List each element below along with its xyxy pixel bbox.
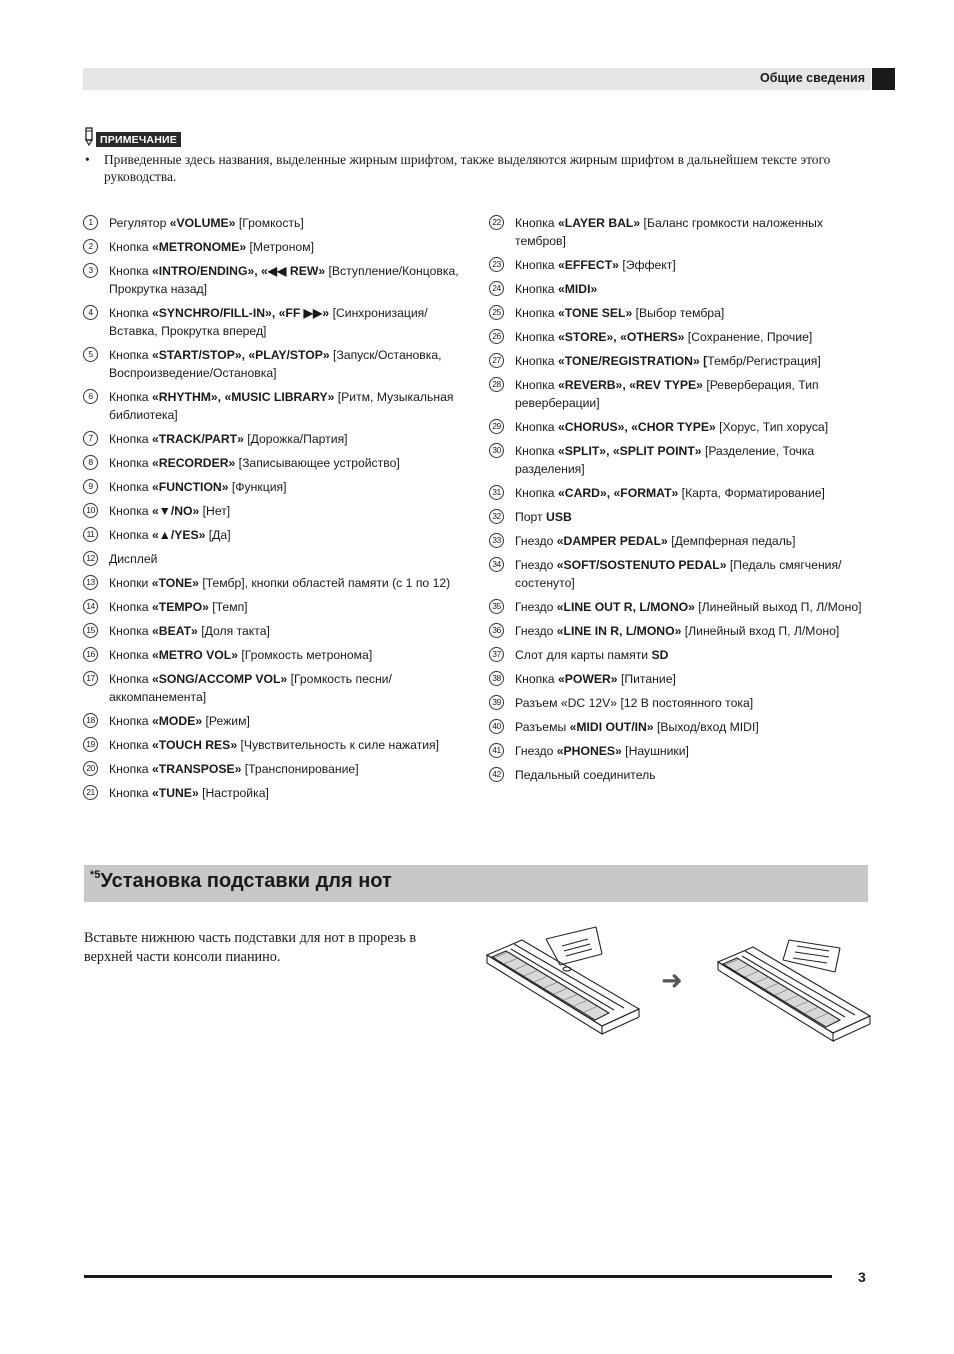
note-body — [85, 152, 874, 185]
list-item — [83, 304, 463, 340]
parts-list-left — [83, 214, 463, 808]
item-control-name: «EFFECT» — [557, 258, 619, 272]
item-prefix: Кнопка — [515, 672, 558, 686]
list-item — [489, 280, 869, 298]
item-number-badge: 41 — [489, 743, 504, 758]
item-description: [Темп] — [208, 600, 248, 614]
item-number-badge: 8 — [83, 455, 98, 470]
note-bullet: • — [85, 152, 90, 167]
item-control-name: «METRONOME» — [151, 240, 247, 254]
item-description: [Реверберация, Тип реверберации] — [515, 378, 819, 410]
note-badge: ПРИМЕЧАНИЕ — [96, 132, 181, 147]
item-description: [Выбор тембра] — [632, 306, 725, 320]
list-item — [83, 502, 463, 520]
item-number-badge: 19 — [83, 737, 98, 752]
list-item — [83, 454, 463, 472]
item-description: [Нет] — [199, 504, 231, 518]
section-title: Установка подставки для нот — [100, 870, 392, 892]
item-description: [Эффект] — [618, 258, 676, 272]
item-control-name: «REVERB», «REV TYPE» — [557, 378, 703, 392]
item-description: [Педаль смягчения/состенуто] — [515, 558, 842, 590]
note-label — [83, 127, 181, 151]
list-item — [83, 736, 463, 754]
section-footnote-mark: *5 — [90, 869, 101, 881]
item-prefix: Педальный соединитель — [515, 768, 656, 782]
item-prefix: Регулятор — [109, 216, 170, 230]
item-prefix: Кнопка — [515, 258, 558, 272]
item-control-name: «TEMPO» — [151, 600, 209, 614]
item-prefix: Кнопка — [109, 528, 152, 542]
item-control-name: «POWER» — [557, 672, 618, 686]
list-item — [83, 550, 463, 568]
list-item — [83, 526, 463, 544]
item-description: [Сохранение, Прочие] — [684, 330, 813, 344]
item-prefix: Кнопка — [109, 624, 152, 638]
item-number-badge: 2 — [83, 239, 98, 254]
item-prefix: Кнопка — [109, 264, 152, 278]
item-description: [Демпферная педаль] — [667, 534, 796, 548]
list-item — [489, 214, 869, 250]
item-control-name: USB — [546, 510, 572, 524]
item-prefix: Гнездо — [515, 624, 557, 638]
item-control-name: «STORE», «OTHERS» — [557, 330, 685, 344]
item-prefix: Кнопка — [515, 282, 558, 296]
item-number-badge: 7 — [83, 431, 98, 446]
item-number-badge: 42 — [489, 767, 504, 782]
item-prefix: Разъемы — [515, 720, 570, 734]
list-item — [489, 376, 869, 412]
list-item — [489, 484, 869, 502]
item-number-badge: 36 — [489, 623, 504, 638]
item-number-badge: 10 — [83, 503, 98, 518]
item-prefix: Кнопка — [515, 354, 558, 368]
list-item — [83, 388, 463, 424]
parts-list-right — [489, 214, 869, 790]
keyboard-after-illustration — [715, 938, 875, 1042]
item-description: [Линейный выход П, Л/Моно] — [694, 600, 862, 614]
item-description: [Функция] — [228, 480, 287, 494]
item-prefix: Кнопка — [109, 456, 152, 470]
list-item — [489, 442, 869, 478]
item-description: [Чувствительность к силе нажатия] — [237, 738, 440, 752]
item-control-name: «LINE IN R, L/MONO» — [556, 624, 682, 638]
item-number-badge: 38 — [489, 671, 504, 686]
item-description: [Наушники] — [621, 744, 689, 758]
item-description: [Линейный вход П, Л/Моно] — [681, 624, 840, 638]
item-prefix: Гнездо — [515, 558, 557, 572]
item-number-badge: 30 — [489, 443, 504, 458]
item-number-badge: 13 — [83, 575, 98, 590]
item-control-name: «BEAT» — [151, 624, 198, 638]
item-number-badge: 35 — [489, 599, 504, 614]
item-control-name: «RHYTHM», «MUSIC LIBRARY» — [151, 390, 335, 404]
list-item — [83, 262, 463, 298]
list-item — [489, 670, 869, 688]
item-prefix: Порт — [515, 510, 547, 524]
item-prefix: Гнездо — [515, 600, 557, 614]
item-prefix: Гнездо — [515, 534, 557, 548]
list-item — [83, 478, 463, 496]
list-item — [489, 418, 869, 436]
item-number-badge: 28 — [489, 377, 504, 392]
item-number-badge: 23 — [489, 257, 504, 272]
list-item — [83, 646, 463, 664]
item-description: Тембр/Регистрация] — [707, 354, 821, 368]
list-item — [489, 556, 869, 592]
footer-rule — [84, 1275, 832, 1278]
list-item — [83, 214, 463, 232]
item-description: [Метроном] — [246, 240, 314, 254]
item-number-badge: 18 — [83, 713, 98, 728]
item-prefix: Кнопка — [109, 504, 152, 518]
item-control-name: «LINE OUT R, L/MONO» — [556, 600, 695, 614]
item-control-name: «▼/NO» — [151, 504, 200, 518]
note-text: Приведенные здесь названия, выделенные жирным шрифтом, также выделяются жирным шрифтом в дальнейшем тексте этого руководства. — [104, 152, 831, 184]
item-prefix: Кнопка — [515, 306, 558, 320]
item-number-badge: 21 — [83, 785, 98, 800]
item-number-badge: 31 — [489, 485, 504, 500]
item-number-badge: 20 — [83, 761, 98, 776]
header-section-title: Общие сведения — [760, 71, 865, 85]
list-item — [489, 646, 869, 664]
item-control-name: «TOUCH RES» — [151, 738, 238, 752]
item-prefix: Кнопка — [109, 762, 152, 776]
item-prefix: Кнопка — [109, 600, 152, 614]
list-item — [83, 346, 463, 382]
item-control-name: «MIDI» — [557, 282, 598, 296]
item-number-badge: 16 — [83, 647, 98, 662]
item-control-name: «MODE» — [151, 714, 203, 728]
item-control-name: «TUNE» — [151, 786, 199, 800]
list-item — [489, 304, 869, 322]
item-number-badge: 29 — [489, 419, 504, 434]
item-description: [Запуск/Остановка, Воспроизведение/Остановка] — [109, 348, 442, 380]
item-control-name: «METRO VOL» — [151, 648, 238, 662]
item-number-badge: 17 — [83, 671, 98, 686]
item-prefix: Кнопка — [109, 240, 152, 254]
item-control-name: «DAMPER PEDAL» — [556, 534, 668, 548]
item-prefix: Кнопка — [515, 420, 558, 434]
item-description: [Питание] — [617, 672, 676, 686]
item-control-name: «TONE/REGISTRATION» [ — [557, 354, 708, 368]
item-prefix: Кнопка — [109, 738, 152, 752]
item-prefix: Кнопка — [109, 648, 152, 662]
item-number-badge: 3 — [83, 263, 98, 278]
item-prefix: Разъем «DC 12V» [12 В постоянного тока] — [515, 696, 754, 710]
item-control-name: SD — [651, 648, 669, 662]
item-description: [Громкость] — [235, 216, 304, 230]
item-number-badge: 37 — [489, 647, 504, 662]
item-control-name: «TRACK/PART» — [151, 432, 244, 446]
item-prefix: Кнопка — [515, 444, 558, 458]
item-prefix: Кнопка — [109, 672, 152, 686]
list-item — [489, 766, 869, 784]
item-control-name: «TRANSPOSE» — [151, 762, 242, 776]
item-prefix: Кнопка — [515, 216, 558, 230]
list-item — [489, 508, 869, 526]
item-number-badge: 5 — [83, 347, 98, 362]
item-description: [Режим] — [202, 714, 250, 728]
item-prefix: Кнопка — [109, 714, 152, 728]
item-description: [Синхронизация/Вставка, Прокрутка вперед] — [109, 306, 428, 338]
item-control-name: «VOLUME» — [169, 216, 236, 230]
item-description: [Громкость метронома] — [238, 648, 373, 662]
item-control-name: «TONE SEL» — [557, 306, 633, 320]
item-control-name: «PHONES» — [556, 744, 622, 758]
item-number-badge: 34 — [489, 557, 504, 572]
item-control-name: «FUNCTION» — [151, 480, 229, 494]
item-control-name: «SYNCHRO/FILL-IN», «FF ▶▶» — [151, 306, 330, 320]
list-item — [83, 784, 463, 802]
header-bar — [83, 68, 871, 90]
list-item — [83, 622, 463, 640]
item-description: [Да] — [205, 528, 231, 542]
item-prefix: Слот для карты памяти — [515, 648, 652, 662]
item-prefix: Кнопка — [109, 348, 152, 362]
item-description: [Выход/вход MIDI] — [653, 720, 759, 734]
item-description: [Настройка] — [198, 786, 269, 800]
item-control-name: «CARD», «FORMAT» — [557, 486, 679, 500]
arrow-right-icon: ➜ — [661, 965, 683, 995]
item-number-badge: 1 — [83, 215, 98, 230]
item-number-badge: 12 — [83, 551, 98, 566]
item-prefix: Кнопка — [109, 432, 152, 446]
item-number-badge: 15 — [83, 623, 98, 638]
list-item — [489, 256, 869, 274]
item-control-name: «SONG/ACCOMP VOL» — [151, 672, 288, 686]
item-number-badge: 33 — [489, 533, 504, 548]
item-control-name: «INTRO/ENDING», «◀◀ REW» — [151, 264, 326, 278]
list-item — [489, 598, 869, 616]
list-item — [489, 694, 869, 712]
item-prefix: Гнездо — [515, 744, 557, 758]
item-prefix: Кнопка — [515, 378, 558, 392]
list-item — [83, 712, 463, 730]
item-description: [Карта, Форматирование] — [678, 486, 825, 500]
item-prefix: Кнопка — [109, 306, 152, 320]
item-number-badge: 26 — [489, 329, 504, 344]
list-item — [83, 598, 463, 616]
item-prefix: Кнопка — [109, 480, 152, 494]
list-item — [83, 238, 463, 256]
list-item — [83, 430, 463, 448]
list-item — [489, 352, 869, 370]
list-item — [489, 742, 869, 760]
item-prefix: Кнопка — [515, 486, 558, 500]
item-control-name: «MIDI OUT/IN» — [569, 720, 654, 734]
item-description: [Хорус, Тип хоруса] — [715, 420, 829, 434]
item-control-name: «RECORDER» — [151, 456, 236, 470]
item-description: [Громкость песни/аккомпанемента] — [109, 672, 392, 704]
item-description: [Доля такта] — [197, 624, 270, 638]
item-description: [Записывающее устройство] — [235, 456, 400, 470]
item-prefix: Дисплей — [109, 552, 158, 566]
item-number-badge: 39 — [489, 695, 504, 710]
list-item — [489, 532, 869, 550]
item-description: [Дорожка/Партия] — [243, 432, 348, 446]
header-tab-block — [872, 68, 895, 90]
item-number-badge: 32 — [489, 509, 504, 524]
list-item — [83, 670, 463, 706]
item-description: [Ритм, Музыкальная библиотека] — [109, 390, 454, 422]
item-number-badge: 22 — [489, 215, 504, 230]
item-number-badge: 11 — [83, 527, 98, 542]
list-item — [489, 622, 869, 640]
item-control-name: «CHORUS», «CHOR TYPE» — [557, 420, 716, 434]
item-control-name: «LAYER BAL» — [557, 216, 641, 230]
item-prefix: Кнопка — [109, 786, 152, 800]
instruction-text: Вставьте нижнюю часть подставки для нот в прорезь в верхней части консоли пианино. — [84, 930, 417, 965]
item-description: [Тембр], кнопки областей памяти (с 1 по 12) — [198, 576, 451, 590]
item-number-badge: 6 — [83, 389, 98, 404]
item-prefix: Кнопка — [109, 390, 152, 404]
item-prefix: Кнопки — [109, 576, 152, 590]
list-item — [489, 718, 869, 736]
item-description: [Транспонирование] — [241, 762, 359, 776]
item-description: [Вступление/Концовка, Прокрутка назад] — [109, 264, 459, 296]
list-item — [489, 328, 869, 346]
note-pencil-icon — [83, 127, 95, 151]
item-control-name: «START/STOP», «PLAY/STOP» — [151, 348, 330, 362]
item-number-badge: 14 — [83, 599, 98, 614]
item-control-name: «▲/YES» — [151, 528, 206, 542]
list-item — [83, 574, 463, 592]
item-number-badge: 40 — [489, 719, 504, 734]
list-item — [83, 760, 463, 778]
item-number-badge: 4 — [83, 305, 98, 320]
item-control-name: «SPLIT», «SPLIT POINT» — [557, 444, 702, 458]
item-description: [Разделение, Точка разделения] — [515, 444, 815, 476]
item-number-badge: 27 — [489, 353, 504, 368]
item-number-badge: 9 — [83, 479, 98, 494]
item-control-name: «SOFT/SOSTENUTO PEDAL» — [556, 558, 727, 572]
keyboard-before-illustration — [484, 923, 644, 1035]
item-prefix: Кнопка — [515, 330, 558, 344]
item-number-badge: 24 — [489, 281, 504, 296]
item-number-badge: 25 — [489, 305, 504, 320]
item-control-name: «TONE» — [151, 576, 199, 590]
section-heading — [90, 870, 392, 893]
item-description: [Баланс громкости наложенных тембров] — [515, 216, 823, 248]
page-number: 3 — [858, 1269, 866, 1285]
